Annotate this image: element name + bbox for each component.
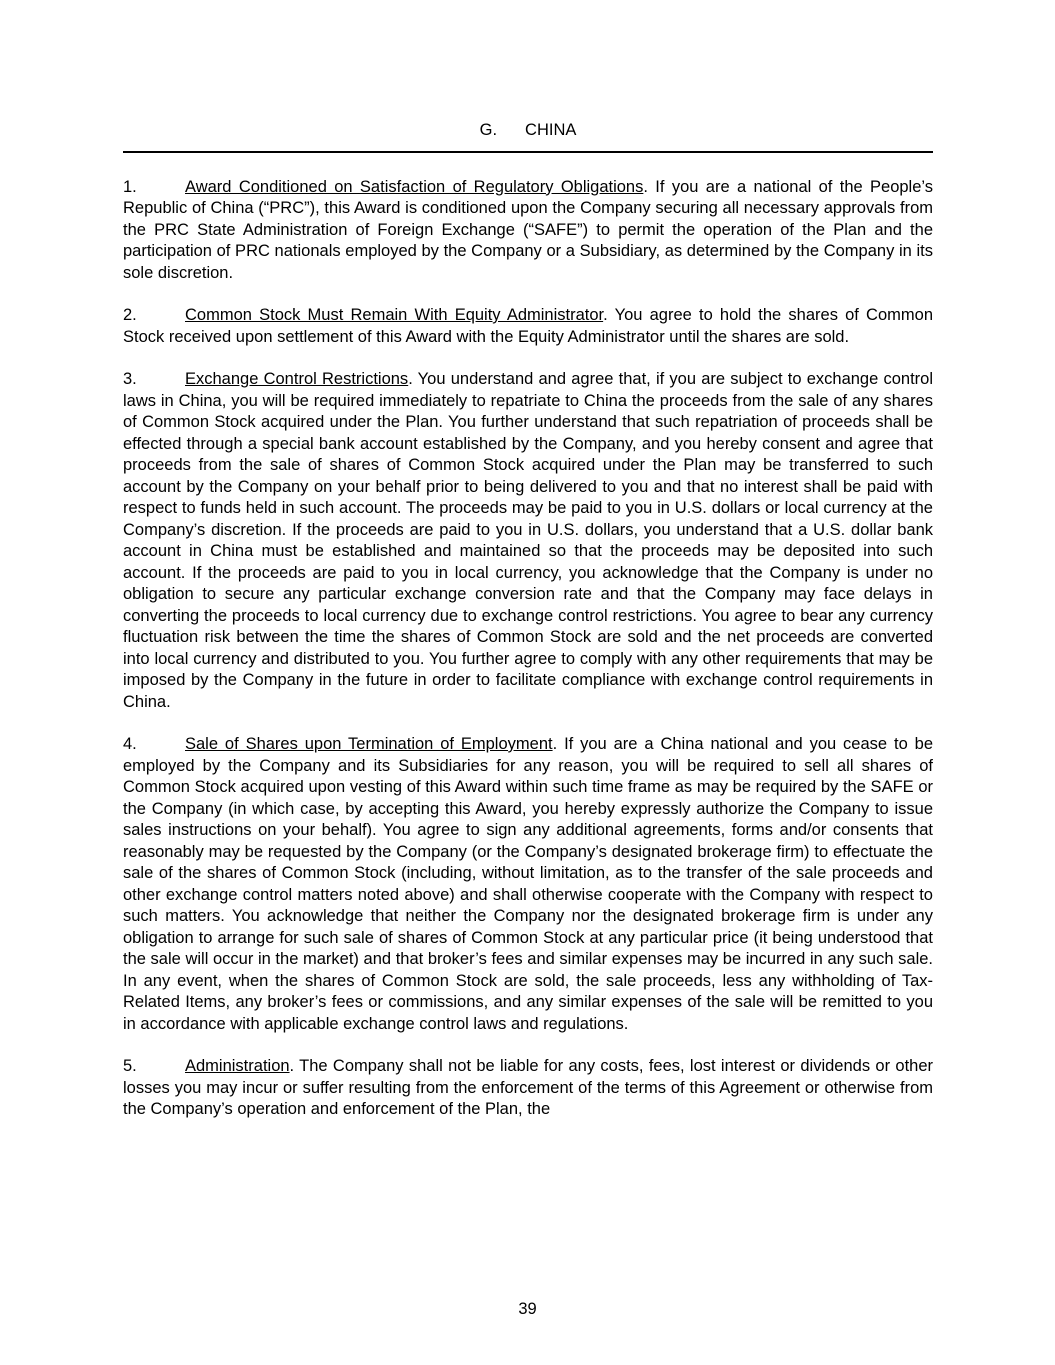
paragraph-number: 5. <box>123 1057 137 1075</box>
paragraph-body: . You agree to hold the shares of Common Stock received upon settlement of this Award with the Equity Administrator until the shares are sold. <box>123 306 933 346</box>
paragraph-body: . If you are a China national and you cease to be employed by the Company and its Subsidiaries for any reason, you will be required to sell all shares of Common Stock acquired upon vesting of this Award within such time frame as may be required by the SAFE or the Company (in which case, by accepting this Award, you hereby expressly authorize the Company to issue sales instructions on your behalf). You agree to sign any additional agreements, forms and/or consents that reasonably may be requested by the Company (or the Company’s designated brokerage firm) to effectuate the sale of the shares of Common Stock (including, without limitation, as to the transfer of the sale proceeds and other exchange control matters noted above) and shall otherwise cooperate with the Company with respect to such matters. You acknowledge that neither the Company nor the designated brokerage firm is under any obligation to arrange for such sale of shares of Common Stock at any particular price (it being understood that the sale will occur in the market) and that broker’s fees and similar expenses may be incurred in any such sale. In any event, when the shares of Common Stock are sold, the sale proceeds, less any withholding of Tax-Related Items, any broker’s fees or commissions, and any similar expenses of the sale will be remitted to you in accordance with applicable exchange control laws and regulations. <box>123 735 933 1033</box>
paragraph-body: . If you are a national of the People’s Republic of China (“PRC”), this Award is conditioned upon the Company securing all necessary approvals from the PRC State Administration of Foreign Exchange (“SAFE”) to permit the operation of the Plan and the participation of PRC nationals employed by the Company or a Subsidiary, as determined by the Company in its sole discretion. <box>123 177 934 282</box>
paragraph-body: . The Company shall not be liable for any costs, fees, lost interest or dividends or other losses you may incur or suffer resulting from the enforcement of the terms of this Agreement or otherwise from the Company’s operation and enforcement of the Plan, the <box>123 1057 933 1118</box>
paragraph-number: 1. <box>123 177 137 196</box>
section-title: CHINA <box>525 121 577 139</box>
paragraph <box>123 1056 933 1121</box>
paragraph-heading: Common Stock Must Remain With Equity Administrator <box>185 306 604 324</box>
paragraph <box>123 734 933 1035</box>
paragraph-heading: Award Conditioned on Satisfaction of Regulatory Obligations <box>185 177 644 196</box>
page-number: 39 <box>518 1300 537 1318</box>
section-header <box>123 120 933 153</box>
paragraph <box>123 369 933 713</box>
paragraph <box>123 305 933 348</box>
paragraph-number: 4. <box>123 735 137 753</box>
paragraph-body: . You understand and agree that, if you are subject to exchange control laws in China, you will be required immediately to repatriate to China the proceeds from the sale of any shares of Common Stock acquired under the Plan. You further understand that such repatriation of proceeds shall be effected through a special bank account established by the Company, and you hereby consent and agree that proceeds from the sale of shares of Common Stock acquired under the Plan may be transferred to such account by the Company on your behalf prior to being delivered to you and that no interest shall be paid with respect to funds held in such account. The proceeds may be paid to you in U.S. dollars or local currency at the Company’s discretion. If the proceeds are paid to you in U.S. dollars, you understand that a U.S. dollar bank account in China must be established and maintained so that the proceeds may be deposited into such account. If the proceeds are paid to you in local currency, you acknowledge that the Company is under no obligation to secure any particular exchange conversion rate and that the Company may face delays in converting the proceeds to local currency due to exchange control restrictions. You agree to bear any currency fluctuation risk between the time the shares of Common Stock are sold and the net proceeds are converted into local currency and distributed to you. You further agree to comply with any other requirements that may be imposed by the Company in the future in order to facilitate compliance with exchange control requirements in China. <box>123 370 933 711</box>
section-letter: G. <box>479 121 498 139</box>
paragraph-number: 2. <box>123 306 137 324</box>
paragraph-number: 3. <box>123 370 137 388</box>
paragraph-heading: Administration <box>185 1057 290 1075</box>
paragraph <box>123 177 933 285</box>
paragraph-heading: Sale of Shares upon Termination of Employment <box>185 735 553 753</box>
paragraph-heading: Exchange Control Restrictions <box>185 370 409 388</box>
